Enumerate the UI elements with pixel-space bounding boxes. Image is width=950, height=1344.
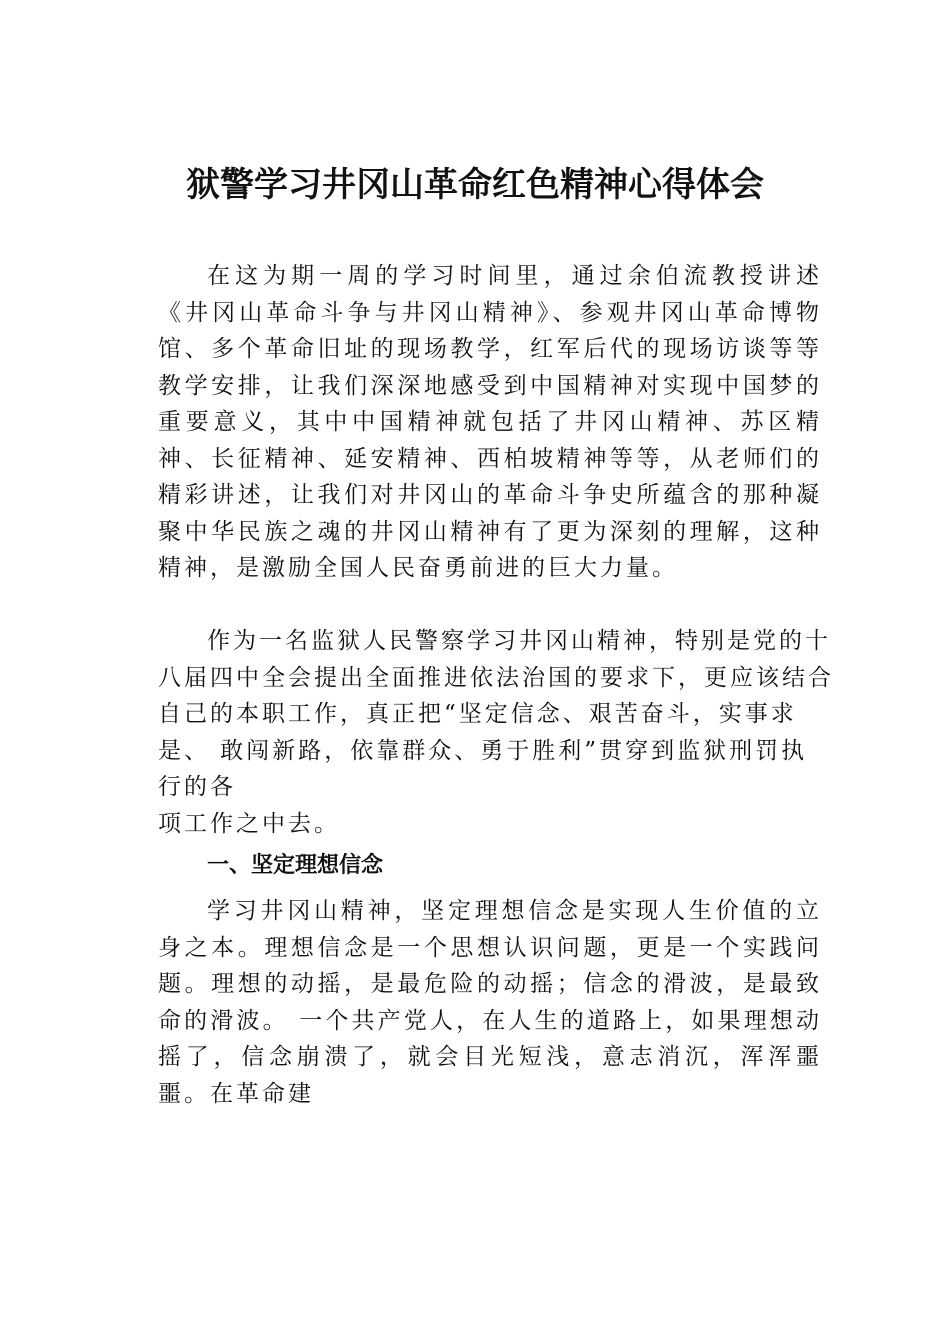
paragraph-3: 学习井冈山精神，坚定理想信念是实现人生价值的立身之本。理想信念是一个思想认识问题，更是一个实践问题。理想的动摇，是最危险的动摇；信念的滑波，是最致命的滑波。 一个共产党人，在人生的道路上，如果理想动摇了，信念崩溃了，就会目光短浅，意志消沉，浑浑噩噩。在革命建 — [158, 898, 822, 1107]
paragraph-2 — [158, 623, 834, 842]
paragraph-2-line: 行的各 — [158, 774, 236, 800]
paragraph-1: 在这为期一周的学习时间里，通过余伯流教授讲述《井冈山革命斗争与井冈山精神》、参观井冈山革命博物馆、多个革命旧址的现场教学，红军后代的现场访谈等等教学安排，让我们深深地感受到中国精神对实现中国梦的重要意义，其中中国精神就包括了井冈山精神、苏区精神、长征精神、延安精神、西柏坡精神等等，从老师们的精彩讲述，让我们对井冈山的革命斗争史所蕴含的那种凝聚中华民族之魂的井冈山精神有了更为深刻的理解，这种精神，是激励全国人民奋勇前进的巨大力量。 — [158, 263, 822, 581]
paragraph-2-line: 作为一名监狱人民警察学习井冈山精神，特别是党的十 — [207, 628, 831, 654]
paragraph-2-line: 项工作之中去。 — [158, 810, 340, 837]
paragraph-2-line: 八届四中全会提出全面推进依法治国的要求下，更应该结合 — [158, 664, 834, 691]
paragraph-2-block — [158, 623, 834, 842]
paragraph-2-line: 是、 敢闯新路，依靠群众、勇于胜利”贯穿到监狱刑罚执 — [158, 737, 808, 764]
section-heading-1: 一、坚定理想信念 — [207, 853, 384, 878]
document-title: 狱警学习井冈山革命红色精神心得体会 — [186, 165, 764, 205]
paragraph-2-line: 自己的本职工作，真正把“坚定信念、艰苦奋斗，实事求 — [158, 701, 797, 727]
paragraph-1-block — [158, 258, 822, 587]
paragraph-3-block — [158, 893, 822, 1112]
